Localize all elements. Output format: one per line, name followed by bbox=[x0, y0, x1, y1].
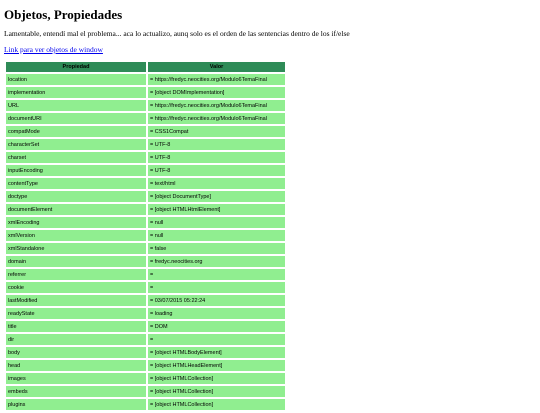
property-name-cell: compatMode bbox=[6, 126, 146, 137]
property-name-cell: charset bbox=[6, 152, 146, 163]
table-row bbox=[6, 386, 285, 397]
page-description: Lamentable, entendí mal el problema... aca lo actualizo, aunq solo es el orden de las sentencias dentro de los if/else bbox=[4, 29, 350, 38]
property-value-cell: = text/html bbox=[148, 178, 285, 189]
property-value-cell: = https://fredyc.neocities.org/Modulo6TemaFinal bbox=[148, 113, 285, 124]
property-value-cell: = [object HTMLHeadElement] bbox=[148, 360, 285, 371]
table-row bbox=[6, 347, 285, 358]
property-name-cell: implementation bbox=[6, 87, 146, 98]
property-value-cell: = [object HTMLCollection] bbox=[148, 399, 285, 410]
property-name-cell: referrer bbox=[6, 269, 146, 280]
property-name-cell: doctype bbox=[6, 191, 146, 202]
table-row bbox=[6, 230, 285, 241]
property-name-cell: xmlVersion bbox=[6, 230, 146, 241]
page-content bbox=[0, 8, 540, 412]
property-value-cell: = loading bbox=[148, 308, 285, 319]
property-name-cell: inputEncoding bbox=[6, 165, 146, 176]
property-name-cell: domain bbox=[6, 256, 146, 267]
property-value-cell: = [object HTMLCollection] bbox=[148, 373, 285, 384]
window-objects-link[interactable]: Link para ver objetos de window bbox=[4, 45, 103, 54]
property-name-cell: characterSet bbox=[6, 139, 146, 150]
property-value-cell: = [object HTMLBodyElement] bbox=[148, 347, 285, 358]
table-row bbox=[6, 178, 285, 189]
property-value-cell: = [object HTMLHtmlElement] bbox=[148, 204, 285, 215]
property-name-cell: documentElement bbox=[6, 204, 146, 215]
table-row bbox=[6, 126, 285, 137]
property-value-cell: = [object HTMLCollection] bbox=[148, 386, 285, 397]
property-name-cell: location bbox=[6, 74, 146, 85]
header-valor: Valor bbox=[148, 62, 285, 72]
property-value-cell: = [object DOMImplementation] bbox=[148, 87, 285, 98]
header-propiedad: Propiedad bbox=[6, 62, 146, 72]
table-body bbox=[6, 74, 285, 410]
property-value-cell: = https://fredyc.neocities.org/Modulo6TemaFinal bbox=[148, 100, 285, 111]
property-value-cell: = UTF-8 bbox=[148, 139, 285, 150]
table-row bbox=[6, 87, 285, 98]
table-row bbox=[6, 204, 285, 215]
property-value-cell: = UTF-8 bbox=[148, 152, 285, 163]
table-row bbox=[6, 321, 285, 332]
table-row bbox=[6, 256, 285, 267]
property-value-cell: = https://fredyc.neocities.org/Modulo6TemaFinal bbox=[148, 74, 285, 85]
table-row bbox=[6, 139, 285, 150]
property-name-cell: title bbox=[6, 321, 146, 332]
property-name-cell: cookie bbox=[6, 282, 146, 293]
property-name-cell: URL bbox=[6, 100, 146, 111]
property-name-cell: xmlStandalone bbox=[6, 243, 146, 254]
table-header-row bbox=[6, 62, 285, 72]
property-value-cell: = bbox=[148, 269, 285, 280]
property-name-cell: body bbox=[6, 347, 146, 358]
property-value-cell: = bbox=[148, 334, 285, 345]
table-row bbox=[6, 165, 285, 176]
table-row bbox=[6, 243, 285, 254]
table-row bbox=[6, 100, 285, 111]
property-name-cell: embeds bbox=[6, 386, 146, 397]
property-value-cell: = DOM bbox=[148, 321, 285, 332]
table-row bbox=[6, 191, 285, 202]
property-name-cell: lastModified bbox=[6, 295, 146, 306]
table-row bbox=[6, 217, 285, 228]
property-name-cell: xmlEncoding bbox=[6, 217, 146, 228]
table-row bbox=[6, 152, 285, 163]
page-title: Objetos, Propiedades bbox=[4, 7, 123, 22]
table-row bbox=[6, 295, 285, 306]
table-row bbox=[6, 113, 285, 124]
property-name-cell: readyState bbox=[6, 308, 146, 319]
table-row bbox=[6, 360, 285, 371]
property-name-cell: images bbox=[6, 373, 146, 384]
property-value-cell: = null bbox=[148, 230, 285, 241]
table-row bbox=[6, 282, 285, 293]
table-row bbox=[6, 308, 285, 319]
property-name-cell: contentType bbox=[6, 178, 146, 189]
property-value-cell: = null bbox=[148, 217, 285, 228]
property-value-cell: = bbox=[148, 282, 285, 293]
property-value-cell: = fredyc.neocities.org bbox=[148, 256, 285, 267]
property-value-cell: = false bbox=[148, 243, 285, 254]
property-name-cell: head bbox=[6, 360, 146, 371]
property-value-cell: = CSS1Compat bbox=[148, 126, 285, 137]
table-row bbox=[6, 334, 285, 345]
table-row bbox=[6, 74, 285, 85]
property-name-cell: dir bbox=[6, 334, 146, 345]
table-row bbox=[6, 373, 285, 384]
property-name-cell: plugins bbox=[6, 399, 146, 410]
properties-table bbox=[4, 60, 287, 412]
table-row bbox=[6, 269, 285, 280]
property-value-cell: = [object DocumentType] bbox=[148, 191, 285, 202]
property-value-cell: = 03/07/2015 05:22:24 bbox=[148, 295, 285, 306]
property-value-cell: = UTF-8 bbox=[148, 165, 285, 176]
property-name-cell: documentURI bbox=[6, 113, 146, 124]
